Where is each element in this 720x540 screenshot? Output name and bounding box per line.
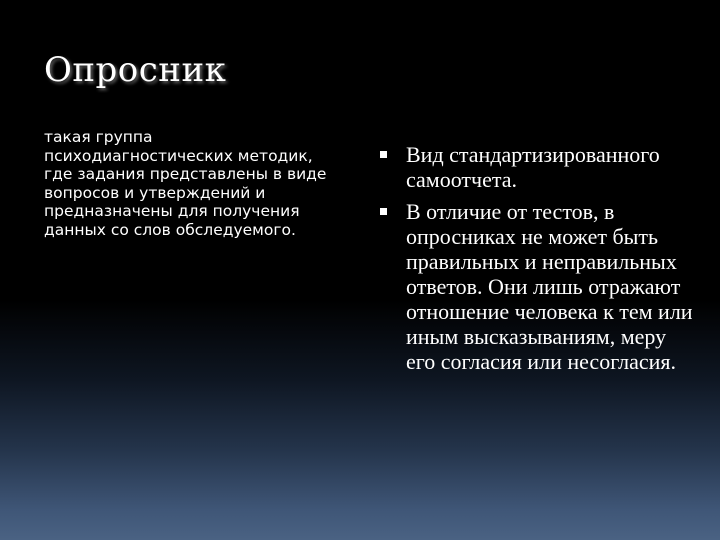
slide-title: Опросник [44,50,227,90]
bullet-text: Вид стандартизированного самоотчета. [406,142,660,192]
square-bullet-icon [380,208,387,215]
bullet-list [380,142,696,381]
bullet-item [380,199,696,374]
square-bullet-icon [380,151,387,158]
definition-text: такая группа психодиагностических методик, где задания представлены в виде вопросов и утверждений и предназначены для получения данных со слов обследуемого. [44,128,327,239]
bullet-item [380,142,696,192]
bullet-text: В отличие от тестов, в опросниках не может быть правильных и неправильных ответов. Они лишь отражают отношение человека к тем или иным высказываниям, меру его согласия или несогласия. [406,199,693,374]
